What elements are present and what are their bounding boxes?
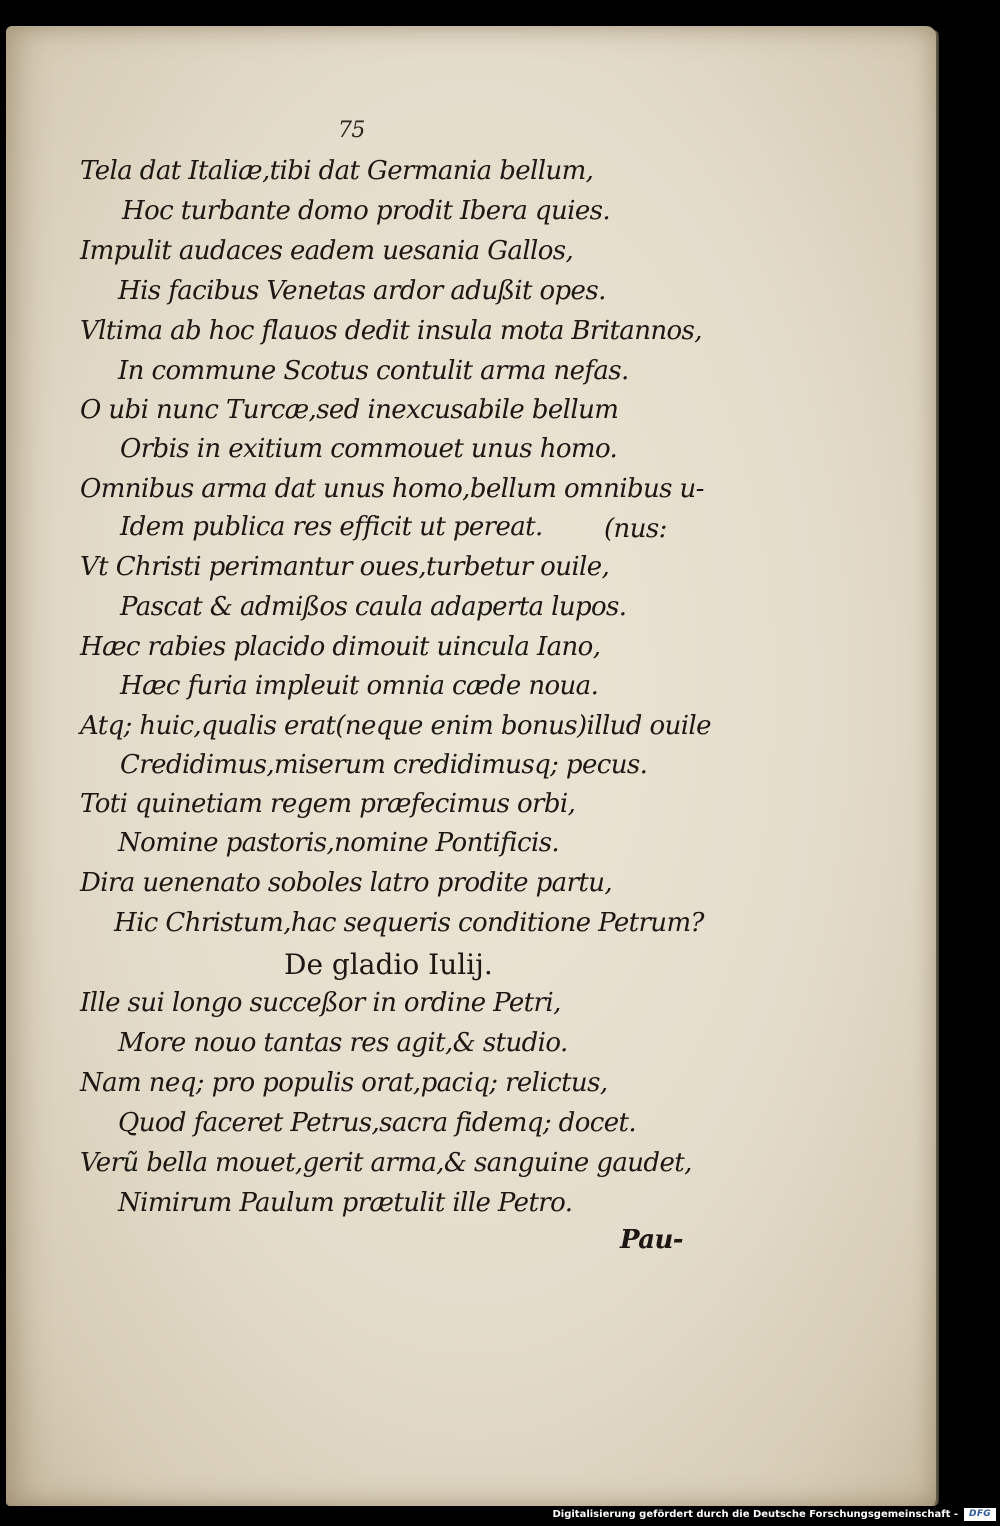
verse-line: Hic Christum,hac sequeris conditione Petrum?	[114, 908, 704, 938]
dfg-logo-icon: DFG	[964, 1508, 996, 1521]
catchword: Pau-	[620, 1225, 683, 1255]
verse-line: More nouo tantas res agit,& studio.	[118, 1028, 568, 1058]
verse-line: Vltima ab hoc flauos dedit insula mota Britannos,	[80, 316, 702, 346]
verse-line: His facibus Venetas ardor adußit opes.	[118, 276, 606, 306]
verse-line: Idem publica res efficit ut pereat.	[120, 512, 543, 542]
folio-number: 75	[338, 118, 365, 143]
turnover-line: (nus:	[604, 514, 667, 544]
verse-line: Hoc turbante domo prodit Ibera quies.	[122, 196, 611, 226]
verse-line: Hæc rabies placido dimouit uincula Iano,	[80, 632, 601, 662]
section-heading: De gladio Iulij.	[284, 948, 493, 981]
verse-line: O ubi nunc Turcæ,sed inexcusabile bellum	[80, 395, 619, 425]
verse-line: Omnibus arma dat unus homo,bellum omnibus u-	[80, 474, 704, 504]
verse-line: Verũ bella mouet,gerit arma,& sanguine gaudet,	[80, 1148, 692, 1178]
verse-line: Toti quinetiam regem præfecimus orbi,	[80, 789, 576, 819]
verse-line: In commune Scotus contulit arma nefas.	[118, 356, 629, 386]
verse-line: Impulit audaces eadem uesania Gallos,	[80, 236, 574, 266]
verse-line: Vt Christi perimantur oues,turbetur ouile,	[80, 552, 610, 582]
verse-line: Tela dat Italiæ,tibi dat Germania bellum,	[80, 156, 594, 186]
verse-line: Atq; huic,qualis erat(neque enim bonus)illud ouile	[80, 711, 711, 741]
funding-credit: Digitalisierung gefördert durch die Deutsche Forschungsgemeinschaft -	[552, 1509, 958, 1520]
verse-line: Credidimus,miserum credidimusq; pecus.	[120, 750, 648, 780]
verse-line: Nam neq; pro populis orat,paciq; relictus,	[80, 1068, 608, 1098]
verse-line: Nimirum Paulum prætulit ille Petro.	[118, 1188, 573, 1218]
verse-line: Nomine pastoris,nomine Pontificis.	[118, 828, 560, 858]
verse-line: Hæc furia impleuit omnia cæde noua.	[120, 671, 599, 701]
verse-line: Quod faceret Petrus,sacra fidemq; docet.	[118, 1108, 637, 1138]
verse-line: Ille sui longo succeßor in ordine Petri,	[80, 988, 561, 1018]
verse-line: Pascat & admißos caula adaperta lupos.	[120, 592, 627, 622]
verse-line: Dira uenenato soboles latro prodite partu,	[80, 868, 613, 898]
verse-line: Orbis in exitium commouet unus homo.	[120, 434, 618, 464]
